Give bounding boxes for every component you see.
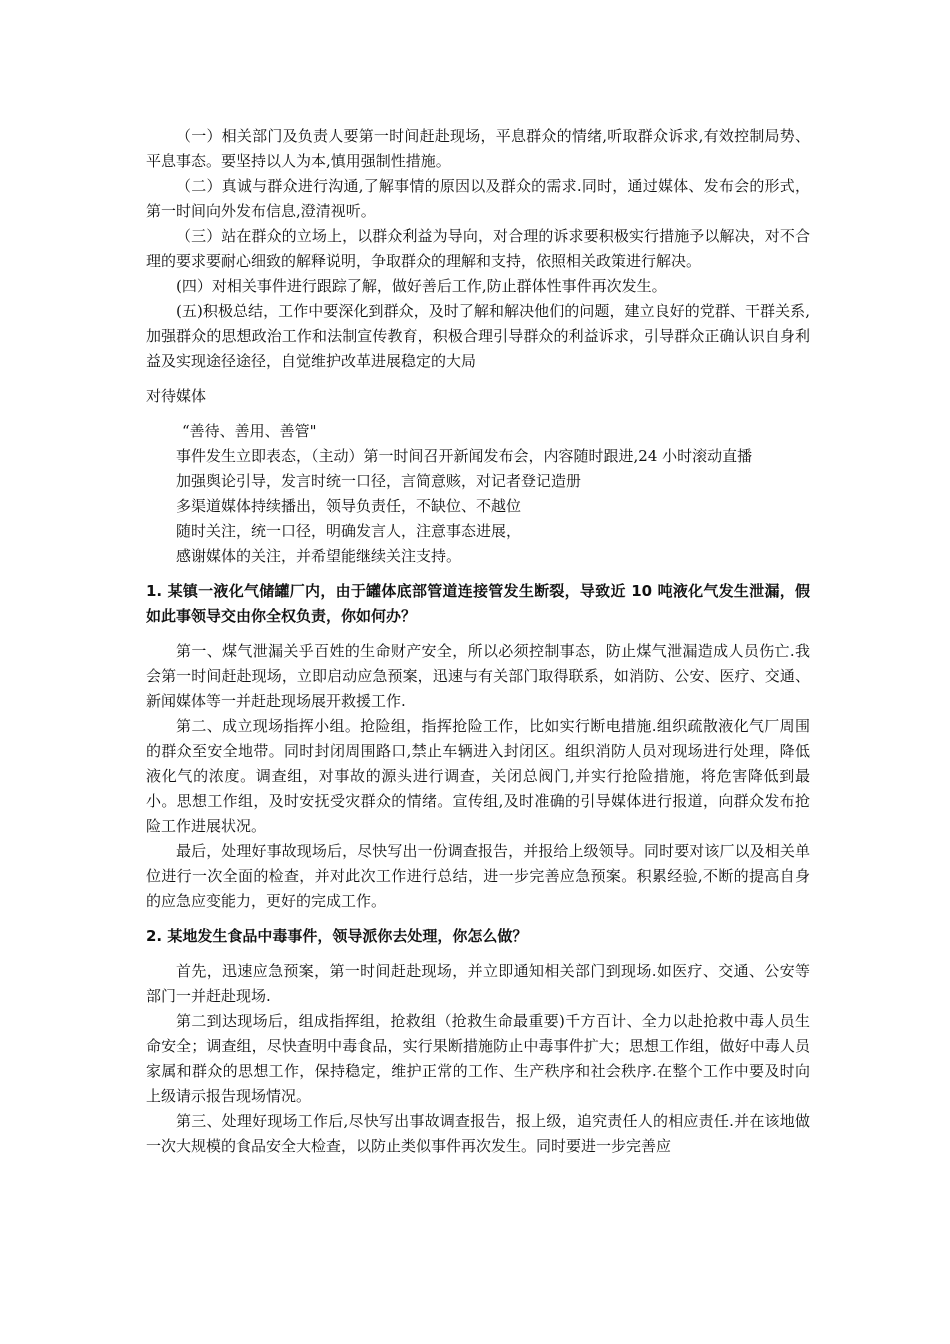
question-2-answer [146, 959, 810, 1159]
question-2-paragraph-3: 第三、处理好现场工作后,尽快写出事故调查报告，报上级，追究责任人的相应责任.并在该地做一次大规模的食品安全大检查，以防止类似事件再次发生。同时要进一步完善应 [146, 1112, 810, 1155]
response-paragraph-2: （二）真诚与群众进行沟通,了解事情的原因以及群众的需求.同时，通过媒体、发布会的形式，第一时间向外发布信息,澄清视听。 [146, 177, 810, 220]
media-line-3: 加强舆论引导，发言时统一口径，言简意赅，对记者登记造册 [176, 472, 582, 490]
question-1-heading: 1. 某镇一液化气储罐厂内，由于罐体底部管道连接管发生断裂，导致近 10 吨液化气发生泄漏，假如此事领导交由你全权负责，你如何办？ [146, 582, 810, 625]
document-page [146, 124, 810, 1159]
media-line-6: 感谢媒体的关注，并希望能继续关注支持。 [176, 547, 462, 565]
response-paragraph-1: （一）相关部门及负责人要第一时间赶赴现场，平息群众的情绪,听取群众诉求,有效控制局势、平息事态。要坚持以人为本,慎用强制性措施。 [146, 127, 810, 170]
response-section [146, 124, 810, 374]
media-section [146, 419, 810, 569]
question-1-paragraph-1: 第一、煤气泄漏关乎百姓的生命财产安全，所以必须控制事态，防止煤气泄漏造成人员伤亡.我会第一时间赶赴现场，立即启动应急预案，迅速与有关部门取得联系，如消防、公安、医疗、交通、新闻媒体等一并赶赴现场展开救援工作. [146, 642, 810, 710]
response-paragraph-3: （三）站在群众的立场上，以群众利益为导向，对合理的诉求要积极实行措施予以解决，对不合理的要求要耐心细致的解释说明，争取群众的理解和支持，依照相关政策进行解决。 [146, 227, 810, 270]
media-line-1: “善待、善用、善管" [182, 422, 317, 440]
media-line-5: 随时关注，统一口径，明确发言人，注意事态进展， [176, 522, 522, 540]
question-1-paragraph-3: 最后，处理好事故现场后，尽快写出一份调查报告，并报给上级领导。同时要对该厂以及相关单位进行一次全面的检查，并对此次工作进行总结，进一步完善应急预案。积累经验,不断的提高自身的应急应变能力，更好的完成工作。 [146, 842, 810, 910]
question-2-paragraph-1: 首先，迅速应急预案，第一时间赶赴现场，并立即通知相关部门到现场.如医疗、交通、公安等部门一并赶赴现场. [146, 962, 810, 1005]
question-2-heading: 2. 某地发生食品中毒事件，领导派你去处理，你怎么做？ [146, 927, 528, 945]
response-paragraph-4: (四）对相关事件进行跟踪了解，做好善后工作,防止群体性事件再次发生。 [176, 277, 667, 295]
question-1-answer [146, 639, 810, 914]
media-heading: 对待媒体 [146, 387, 207, 405]
media-line-2: 事件发生立即表态，（主动）第一时间召开新闻发布会，内容随时跟进,24 小时滚动直播 [176, 447, 753, 465]
question-2-paragraph-2: 第二到达现场后，组成指挥组，抢救组（抢救生命最重要)千方百计、全力以赴抢救中毒人员生命安全；调查组，尽快查明中毒食品，实行果断措施防止中毒事件扩大；思想工作组，做好中毒人员家属和群众的思想工作，保持稳定，维护正常的工作、生产秩序和社会秩序.在整个工作中要及时向上级请示报告现场情况。 [146, 1012, 810, 1105]
question-1-paragraph-2: 第二、成立现场指挥小组。抢险组，指挥抢险工作，比如实行断电措施.组织疏散液化气厂周围的群众至安全地带。同时封闭周围路口,禁止车辆进入封闭区。组织消防人员对现场进行处理，降低液化气的浓度。调查组，对事故的源头进行调查，关闭总阀门,并实行抢险措施，将危害降低到最小。思想工作组，及时安抚受灾群众的情绪。宣传组,及时准确的引导媒体进行报道，向群众发布抢险工作进展状况。 [146, 717, 810, 835]
response-paragraph-5: (五)积极总结，工作中要深化到群众，及时了解和解决他们的问题，建立良好的党群、干群关系,加强群众的思想政治工作和法制宣传教育，积极合理引导群众的利益诉求，引导群众正确认识自身利益及实现途径途径，自觉维护改革进展稳定的大局 [146, 302, 810, 370]
media-line-4: 多渠道媒体持续播出，领导负责任，不缺位、不越位 [176, 497, 522, 515]
